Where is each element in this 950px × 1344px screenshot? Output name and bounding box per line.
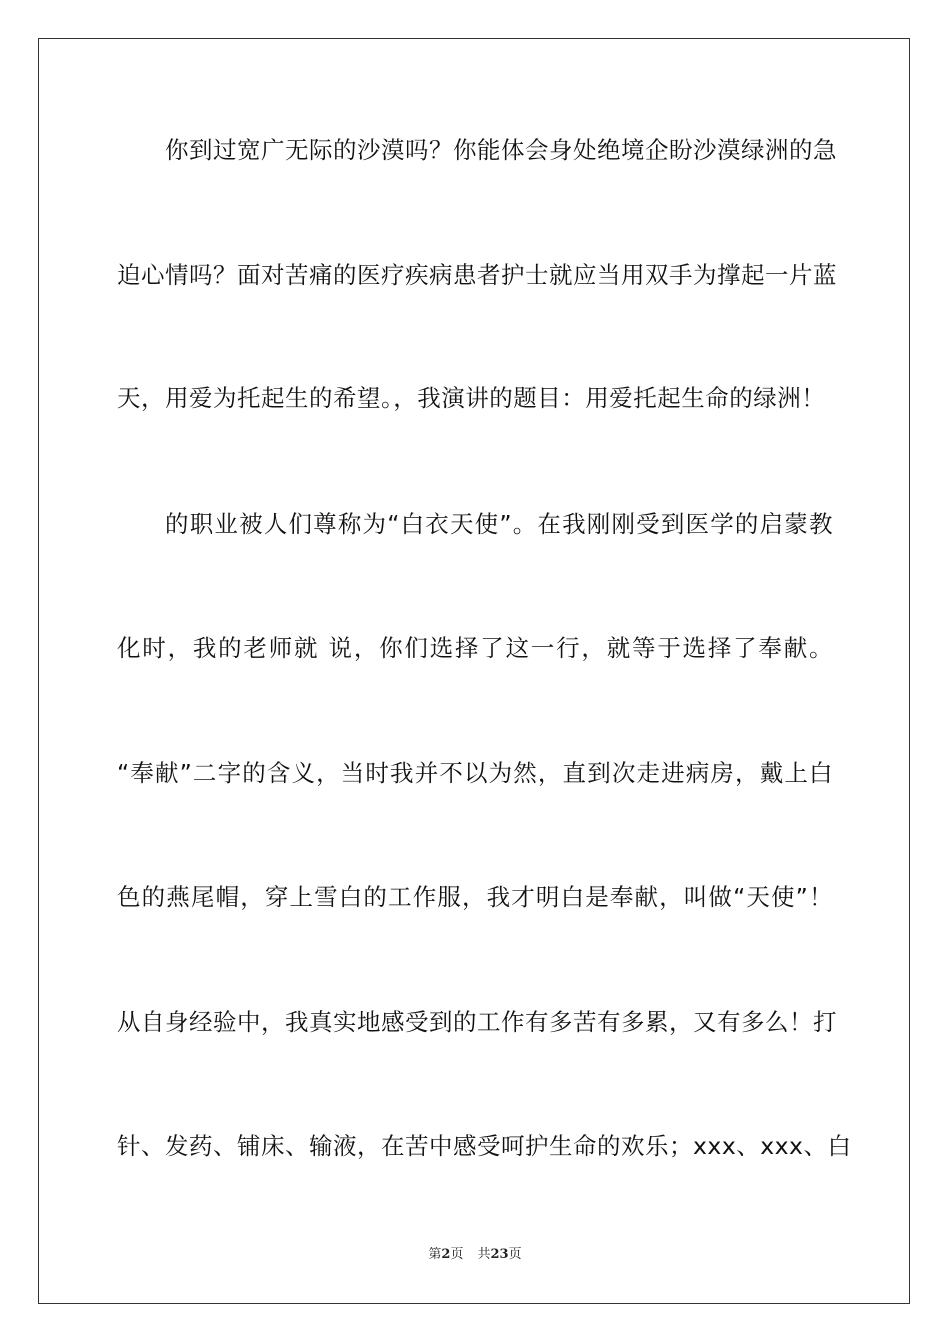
page-number: 2 xyxy=(441,1247,451,1262)
paragraph-line-4: 的职业被人们尊称为“白衣天使”。在我刚刚受到医学的启蒙教 xyxy=(165,510,833,538)
total-prefix: 共 xyxy=(477,1247,491,1262)
paragraph-line-2: 迫心情吗？面对苦痛的医疗疾病患者护士就应当用双手为撑起一片蓝 xyxy=(117,261,837,289)
page-prefix: 第 xyxy=(428,1247,442,1262)
page-footer xyxy=(0,1246,950,1264)
paragraph-line-8: 从自身经验中，我真实地感受到的工作有多苦有多累，又有多么！打 xyxy=(117,1008,837,1036)
paragraph-line-3: 天，用爱为托起生的希望。，我演讲的题目：用爱托起生命的绿洲！ xyxy=(117,384,826,412)
paragraph-line-5: 化时，我的老师就 说，你们选择了这一行，就等于选择了奉献。 xyxy=(117,634,833,662)
paragraph-line-9: 针、发药、铺床、输液，在苦中感受呵护生命的欢乐；xxx、xxx、白 xyxy=(117,1132,852,1160)
total-pages: 23 xyxy=(490,1247,509,1262)
total-suffix: 页 xyxy=(508,1247,522,1262)
paragraph-line-1: 你到过宽广无际的沙漠吗？你能体会身处绝境企盼沙漠绿洲的急 xyxy=(165,136,837,164)
paragraph-line-7: 色的燕尾帽，穿上雪白的工作服，我才明白是奉献，叫做“天使”！ xyxy=(117,883,833,911)
page-border xyxy=(38,38,910,1304)
paragraph-line-6: “奉献”二字的含义，当时我并不以为然，直到次走进病房，戴上白 xyxy=(117,759,833,787)
page-suffix: 页 xyxy=(450,1247,464,1262)
